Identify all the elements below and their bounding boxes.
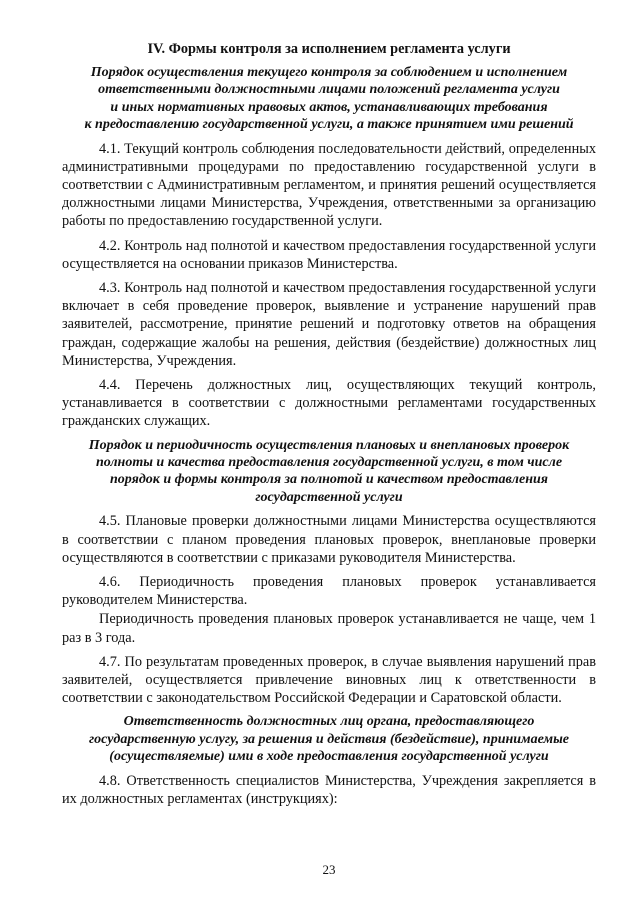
subheading-line: Порядок осуществления текущего контроля за соблюдением и исполнением [90, 65, 568, 80]
subheading-line: полноты и качества предоставления государственной услуги, в том числе [95, 455, 563, 471]
paragraph-4-6: 4.6. Периодичность проведения плановых проверок устанавливается руководителем Министерства. [62, 573, 596, 609]
paragraph-4-4: 4.4. Перечень должностных лиц, осуществляющих текущий контроль, устанавливается в соответствии с должностными регламентами государственных гражданских служащих. [62, 377, 596, 430]
subheading-inspections [62, 437, 596, 507]
section-heading: IV. Формы контроля за исполнением регламента услуги [147, 41, 511, 57]
subheading-line: государственной услуги [255, 489, 403, 505]
subheading-line: (осуществляемые) ими в ходе предоставления государственной услуги [109, 749, 549, 765]
subheading-line: ответственными должностными лицами положений регламента услуги [98, 82, 560, 98]
paragraph-4-5: 4.5. Плановые проверки должностными лицами Министерства осуществляются в соответствии с планом проведения плановых проверок, внеплановые проверки осуществляются в соответствии с приказами руководителя Министерства. [62, 513, 596, 566]
paragraph-4-1: 4.1. Текущий контроль соблюдения последовательности действий, определенных административными процедурами по предоставлению государственной услуги в соответствии с Административным регламентом, и принятия решений осуществляется должностными лицами Министерства, Учреждения, ответственными за организацию работы по предоставлению государственной услуги. [62, 140, 596, 230]
subheading-line: Ответственность должностных лиц органа, предоставляющего [123, 714, 535, 730]
paragraph-4-2: 4.2. Контроль над полнотой и качеством предоставления государственной услуги осуществляется на основании приказов Министерства. [62, 237, 596, 272]
subheading-responsibility [62, 713, 596, 765]
subheading-line: порядок и формы контроля за полнотой и качеством предоставления [110, 472, 548, 488]
subheading-line: к предоставлению государственной услуги, а также принятием ими решений [84, 117, 574, 133]
subheading-line: государственную услугу, за решения и действия (бездействие), принимаемые [88, 731, 570, 747]
page-number: 23 [322, 862, 336, 877]
subheading-line: Порядок и периодичность осуществления плановых и внеплановых проверок [88, 437, 570, 453]
subheading-current-control [62, 64, 596, 134]
paragraph-4-7: 4.7. По результатам проведенных проверок, в случае выявления нарушений прав заявителей, осуществляется привлечение виновных лиц к ответственности в соответствии с законодательством Российской Федерации и Саратовской области. [62, 653, 596, 707]
paragraph-4-6-continued: Периодичность проведения плановых проверок устанавливается не чаще, чем 1 раз в 3 года. [62, 611, 596, 646]
document-page [62, 40, 596, 890]
paragraph-4-3: 4.3. Контроль над полнотой и качеством предоставления государственной услуги включает в себя проведение проверок, выявление и устранение нарушений прав заявителей, рассмотрение, принятие решений и подготовку ответов на обращения граждан, содержащие жалобы на решения, действия (бездействие) должностных лиц Министерства, Учреждения. [62, 280, 596, 369]
subheading-line: и иных нормативных правовых актов, устанавливающих требования [110, 99, 548, 115]
paragraph-4-8: 4.8. Ответственность специалистов Министерства, Учреждения закрепляется в их должностных регламентах (инструкциях): [62, 772, 596, 807]
